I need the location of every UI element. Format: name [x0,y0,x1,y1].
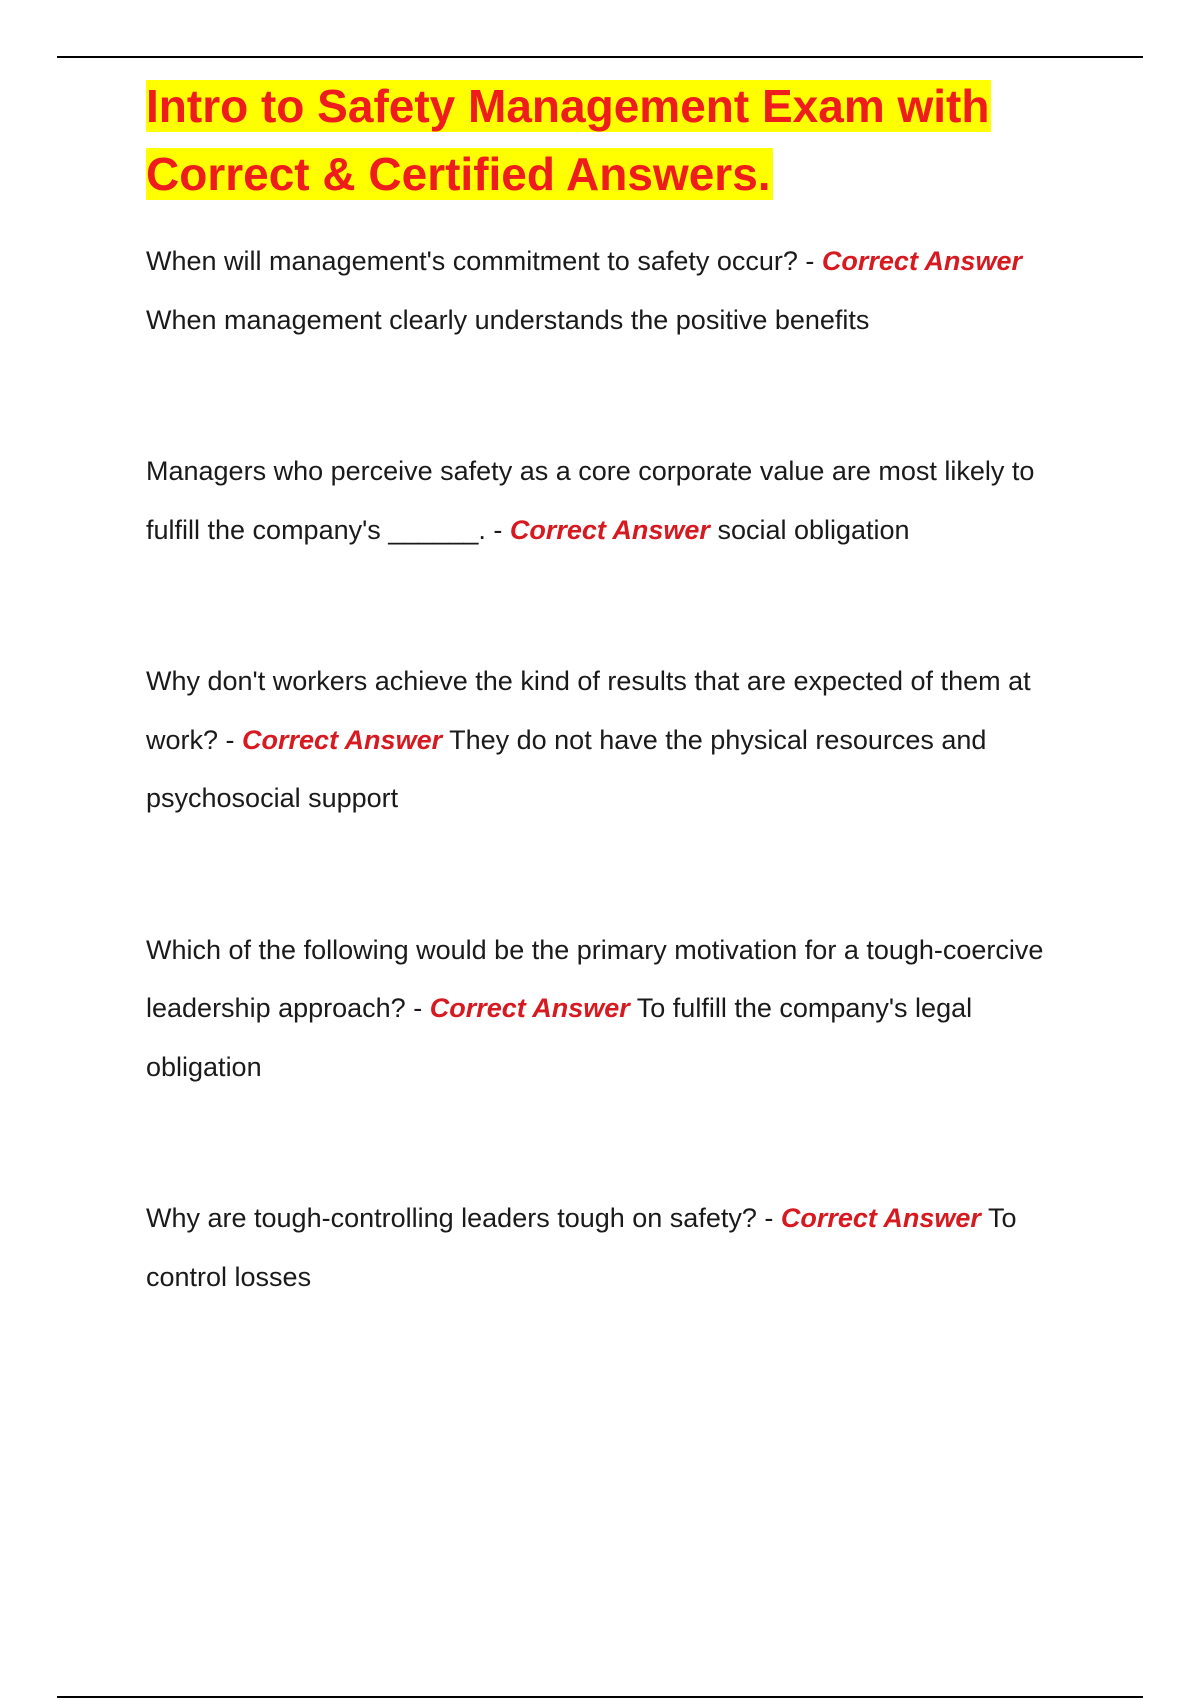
qa-item-2 [146,442,1091,559]
answer-text: social obligation [717,514,910,545]
answer-text: To control losses [146,1203,1017,1292]
correct-answer-label: Correct Answer [780,1203,981,1233]
question-text: Managers who perceive safety as a core corporate value are most likely to fulfill the company's ______. [146,456,1035,545]
qa-item-3 [146,652,1091,828]
answer-text: When management clearly understands the positive benefits [146,304,870,335]
answer-text: They do not have the physical resources and psychosocial support [146,724,987,813]
bottom-rule [57,1696,1143,1698]
document-page [146,72,1091,1306]
title-highlight: Intro to Safety Management Exam with Correct & Certified Answers. [146,80,990,200]
answer-text: To fulfill the company's legal obligation [146,993,973,1082]
qa-item-5 [146,1189,1091,1306]
question-text: Why are tough-controlling leaders tough on safety? [146,1203,757,1233]
correct-answer-label: Correct Answer [242,724,443,755]
correct-answer-label: Correct Answer [821,246,1022,276]
question-text: When will management's commitment to safety occur? [146,246,798,276]
top-rule [57,56,1143,58]
correct-answer-label: Correct Answer [509,514,710,545]
qa-item-4 [146,921,1091,1097]
question-text: Why don't workers achieve the kind of results that are expected of them at work? [146,666,1031,755]
separator: - [756,1203,781,1233]
separator: - [405,993,430,1023]
question-text: Which of the following would be the primary motivation for a tough-coercive leadership approach? [146,934,1044,1023]
separator: - [485,514,510,545]
separator: - [218,724,243,755]
separator: - [797,246,822,276]
correct-answer-label: Correct Answer [429,993,630,1023]
document-title [146,72,1091,208]
qa-item-1 [146,232,1091,349]
